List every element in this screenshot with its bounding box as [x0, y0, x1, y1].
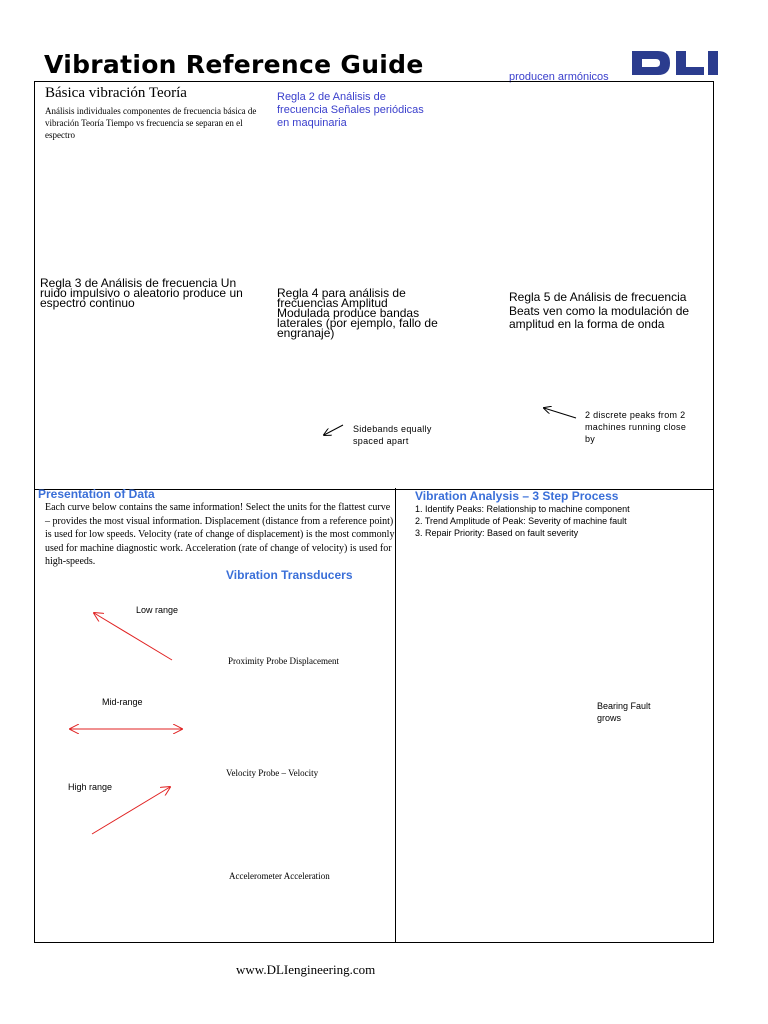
peaks-note: 2 discrete peaks from 2 machines running close by [585, 410, 687, 444]
bearing-fault-note: Bearing Fault grows [597, 701, 651, 723]
presentation-text: Each curve below contains the same information! Select the units for the flattest curve – provides the most visual information. Displacement (distance from a reference point) is used for low speeds. Velocity (rate of change of displacement) is the most commonly used for machine diagnostic work. Acceleration (rate of change of velocity) is used for high-speeds. [45, 502, 395, 567]
low-range-label: Low range [136, 605, 179, 615]
analysis-step: 2. Trend Amplitude of Peak: Severity of machine fault [415, 516, 627, 526]
peaks-arrow [544, 408, 576, 418]
rule-3-text: Regla 3 de Análisis de frecuencia Un ruido impulsivo o aleatorio produce un espectro continuo [40, 276, 243, 310]
mid-range-label: Mid-range [102, 697, 143, 707]
basic-theory-heading: Básica vibración Teoría [45, 85, 187, 101]
sidebands-note: Sidebands equally spaced apart [353, 424, 432, 446]
accelerometer-label: Accelerometer Acceleration [229, 871, 330, 881]
presentation-heading: Presentation of Data [38, 487, 155, 501]
vibration-analysis-heading: Vibration Analysis – 3 Step Process [415, 489, 619, 503]
proximity-probe-label: Proximity Probe Displacement [228, 656, 339, 666]
basic-theory-text: Análisis individuales componentes de frecuencia básica de vibración Teoría Tiempo vs frecuencia se separan en el espectro [45, 106, 257, 140]
analysis-step: 1. Identify Peaks: Relationship to machine component [415, 504, 630, 514]
low-range-arrow [94, 613, 172, 660]
rule-5-text: Regla 5 de Análisis de frecuencia Beats ven como la modulación de amplitud en la forma de onda [509, 290, 690, 331]
page-title: Vibration Reference Guide [44, 50, 424, 79]
high-range-arrow [92, 787, 170, 834]
velocity-probe-label: Velocity Probe – Velocity [226, 768, 319, 778]
rule-4-text: Regla 4 para análisis de frecuencias Amplitud Modulada produce bandas laterales (por ejemplo, fallo de engranaje) [277, 286, 438, 340]
rule-2-text: Regla 2 de Análisis de frecuencia Señales periódicas en maquinaria [277, 91, 424, 129]
high-range-label: High range [68, 782, 113, 792]
analysis-step: 3. Repair Priority: Based on fault severity [415, 528, 579, 538]
sidebands-arrow [324, 425, 343, 435]
footer-url[interactable]: www.DLIengineering.com [236, 962, 376, 977]
transducers-heading: Vibration Transducers [226, 568, 353, 582]
top-note: producen armónicos [509, 71, 609, 83]
